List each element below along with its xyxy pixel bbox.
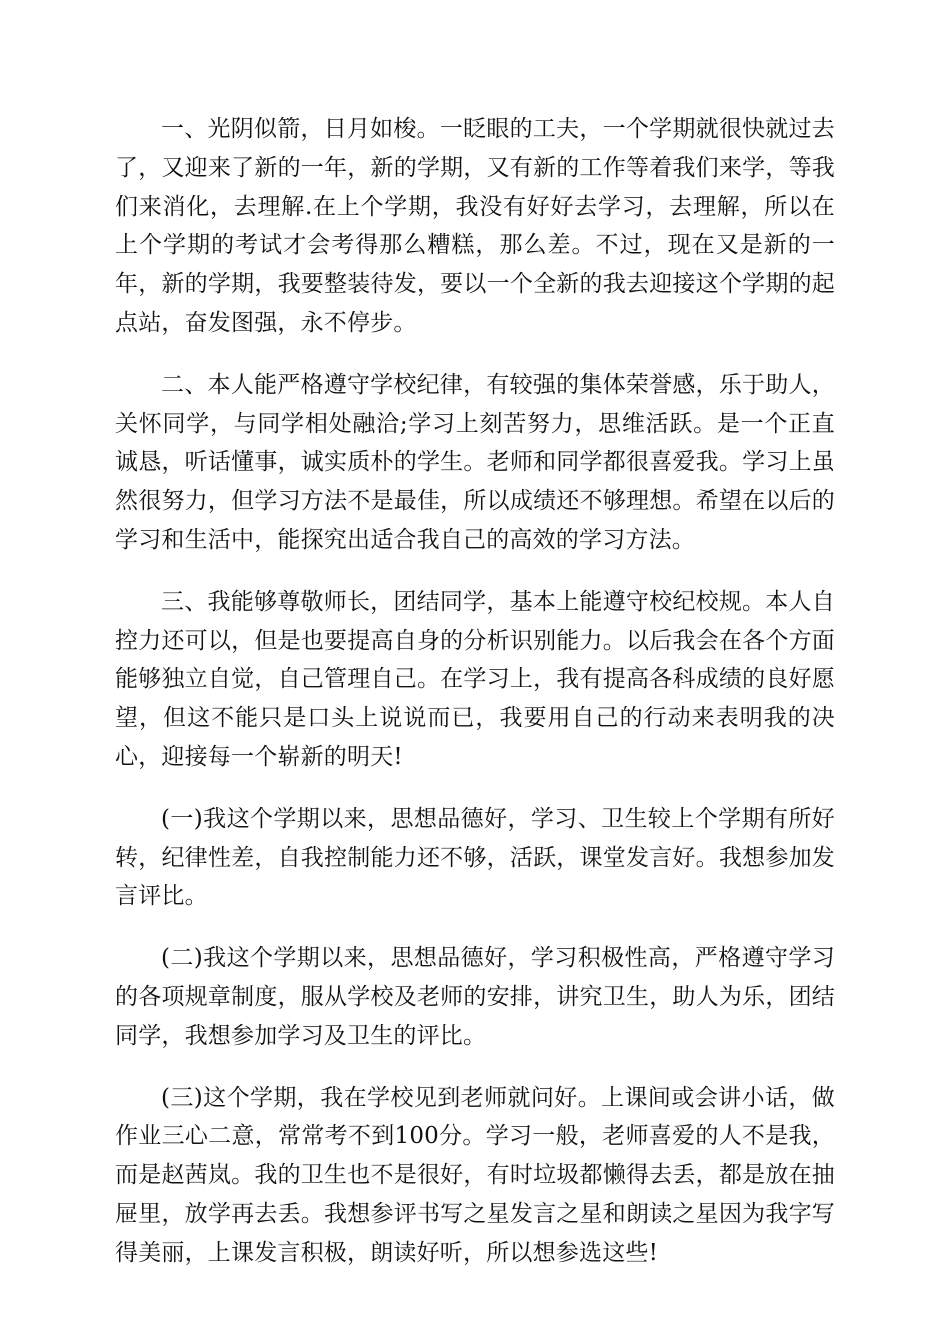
paragraph-1: 一、光阴似箭，日月如梭。一眨眼的工夫，一个学期就很快就过去了，又迎来了新的一年，新的学期，又有新的工作等着我们来学，等我们来消化，去理解.在上个学期，我没有好好去学习，去理解，所以在上个学期的考试才会考得那么糟糕，那么差。不过，现在又是新的一年，新的学期，我要整装待发，要以一个全新的我去迎接这个学期的起点站，奋发图强，永不停步。 [115,116,835,336]
paragraph-6: (三)这个学期，我在学校见到老师就问好。上课间或会讲小话，做作业三心二意，常常考不到100分。学习一般，老师喜爱的人不是我，而是赵茜岚。我的卫生也不是很好，有时垃圾都懒得去丢，都是放在抽屉里，放学再去丢。我想参评书写之星发言之星和朗读之星因为我字写得美丽，上课发言积极，朗读好听，所以想参选这些! [115,1084,835,1266]
paragraph-5: (二)我这个学期以来，思想品德好，学习积极性高，严格遵守学习的各项规章制度，服从学校及老师的安排，讲究卫生，助人为乐，团结同学，我想参加学习及卫生的评比。 [115,945,835,1049]
paragraph-4: (一)我这个学期以来，思想品德好，学习、卫生较上个学期有所好转，纪律性差，自我控制能力还不够，活跃，课堂发言好。我想参加发言评比。 [115,805,835,910]
document-body [115,110,835,1296]
paragraph-2: 二、本人能严格遵守学校纪律，有较强的集体荣誉感，乐于助人，关怀同学，与同学相处融洽;学习上刻苦努力，思维活跃。是一个正直诚恳，听话懂事，诚实质朴的学生。老师和同学都很喜爱我。学习上虽然很努力，但学习方法不是最佳，所以成绩还不够理想。希望在以后的学习和生活中，能探究出适合我自己的高效的学习方法。 [115,371,835,553]
paragraph-3: 三、我能够尊敬师长，团结同学，基本上能遵守校纪校规。本人自控力还可以，但是也要提高自身的分析识别能力。以后我会在各个方面能够独立自觉，自己管理自己。在学习上，我有提高各科成绩的良好愿望，但这不能只是口头上说说而已，我要用自己的行动来表明我的决心，迎接每一个崭新的明天! [115,588,835,770]
